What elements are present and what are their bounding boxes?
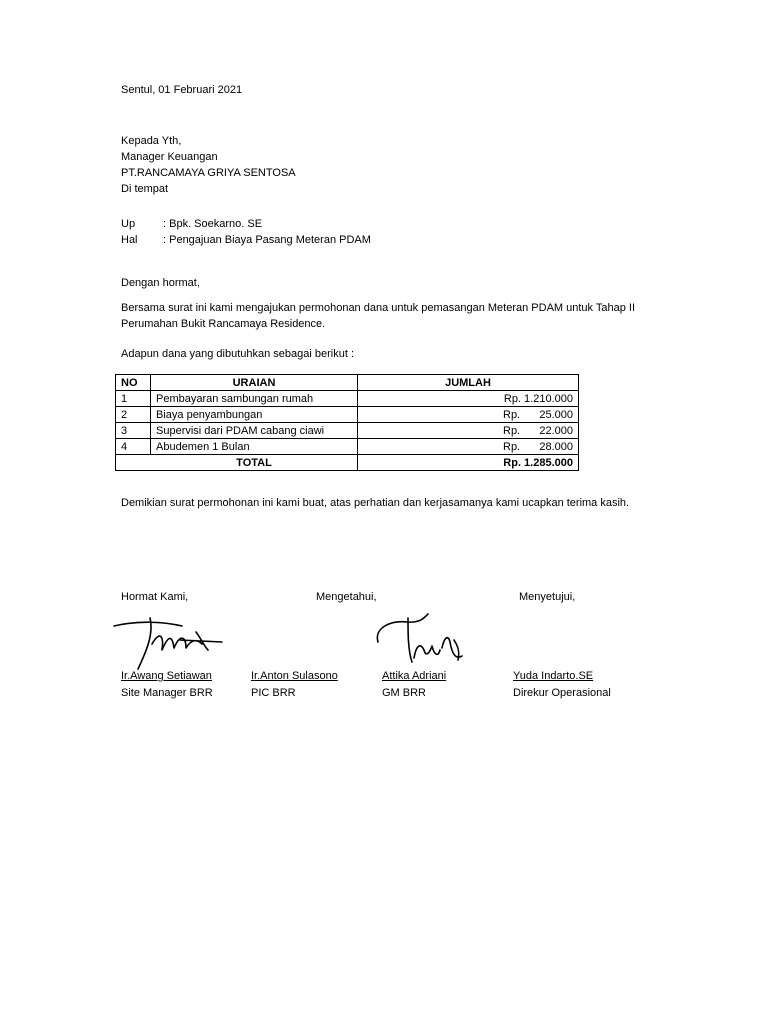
mengetahui-label: Mengetahui,: [316, 591, 377, 603]
table-row: [116, 439, 579, 455]
signer-title: Site Manager BRR: [121, 687, 213, 699]
closing-paragraph: Demikian surat permohonan ini kami buat, atas perhatian dan kerjasamanya kami ucapkan terima kasih.: [121, 497, 630, 509]
table-header-row: [116, 375, 579, 391]
total-label: TOTAL: [116, 455, 358, 471]
signer-name: Ir.Anton Sulasono: [251, 670, 338, 682]
row-currency: Rp.: [503, 440, 521, 453]
recipient-line-2: Manager Keuangan: [121, 151, 218, 163]
date-line: Sentul, 01 Februari 2021: [121, 84, 243, 96]
cost-table: [115, 374, 579, 471]
table-row: [116, 391, 579, 407]
table-row: [116, 407, 579, 423]
signature-awang-setiawan: [110, 614, 230, 674]
row-no: 2: [116, 407, 151, 423]
row-amount-cell: [358, 407, 579, 423]
total-amount: Rp. 1.285.000: [358, 455, 579, 471]
header-no: NO: [116, 375, 151, 391]
row-amount-cell: [358, 391, 579, 407]
row-description: Abudemen 1 Bulan: [151, 439, 358, 455]
row-amount-cell: [358, 423, 579, 439]
row-description: Pembayaran sambungan rumah: [151, 391, 358, 407]
row-amount-cell: [358, 439, 579, 455]
row-value: 25.000: [539, 408, 573, 421]
row-description: Biaya penyambungan: [151, 407, 358, 423]
recipient-line-4: Di tempat: [121, 183, 169, 195]
hormat-kami-label: Hormat Kami,: [121, 591, 189, 603]
recipient-line-1: Kepada Yth,: [121, 135, 182, 147]
signer-name: Ir.Awang Setiawan: [121, 670, 212, 682]
menyetujui-label: Menyetujui,: [519, 591, 576, 603]
row-no: 1: [116, 391, 151, 407]
row-no: 3: [116, 423, 151, 439]
table-intro: Adapun dana yang dibutuhkan sebagai berikut :: [121, 348, 355, 360]
row-currency: Rp.: [503, 424, 521, 437]
up-label: Up: [121, 218, 136, 230]
salutation: Dengan hormat,: [121, 277, 200, 289]
signature-attika-adriani: [368, 608, 468, 668]
row-value: 22.000: [539, 424, 573, 437]
row-description: Supervisi dari PDAM cabang ciawi: [151, 423, 358, 439]
row-amount: Rp. 1.210.000: [503, 392, 573, 405]
signer-name: Yuda Indarto.SE: [513, 670, 594, 682]
row-currency: Rp.: [503, 408, 521, 421]
row-no: 4: [116, 439, 151, 455]
signer-title: GM BRR: [382, 687, 426, 699]
signer-title: Direkur Operasional: [513, 687, 611, 699]
table-row: [116, 423, 579, 439]
header-description: URAIAN: [151, 375, 358, 391]
recipient-line-3: PT.RANCAMAYA GRIYA SENTOSA: [121, 167, 296, 179]
row-value: 28.000: [539, 440, 573, 453]
signer-name: Attika Adriani: [382, 670, 447, 682]
table-total-row: [116, 455, 579, 471]
up-value: : Bpk. Soekarno. SE: [163, 218, 263, 230]
hal-value: : Pengajuan Biaya Pasang Meteran PDAM: [163, 234, 371, 246]
signer-title: PIC BRR: [251, 687, 296, 699]
body-paragraph: Bersama surat ini kami mengajukan permohonan dana untuk pemasangan Meteran PDAM untuk Tahap II Perumahan Bukit Rancamaya Residence.: [121, 302, 636, 330]
header-amount: JUMLAH: [358, 375, 579, 391]
hal-label: Hal: [121, 234, 138, 246]
